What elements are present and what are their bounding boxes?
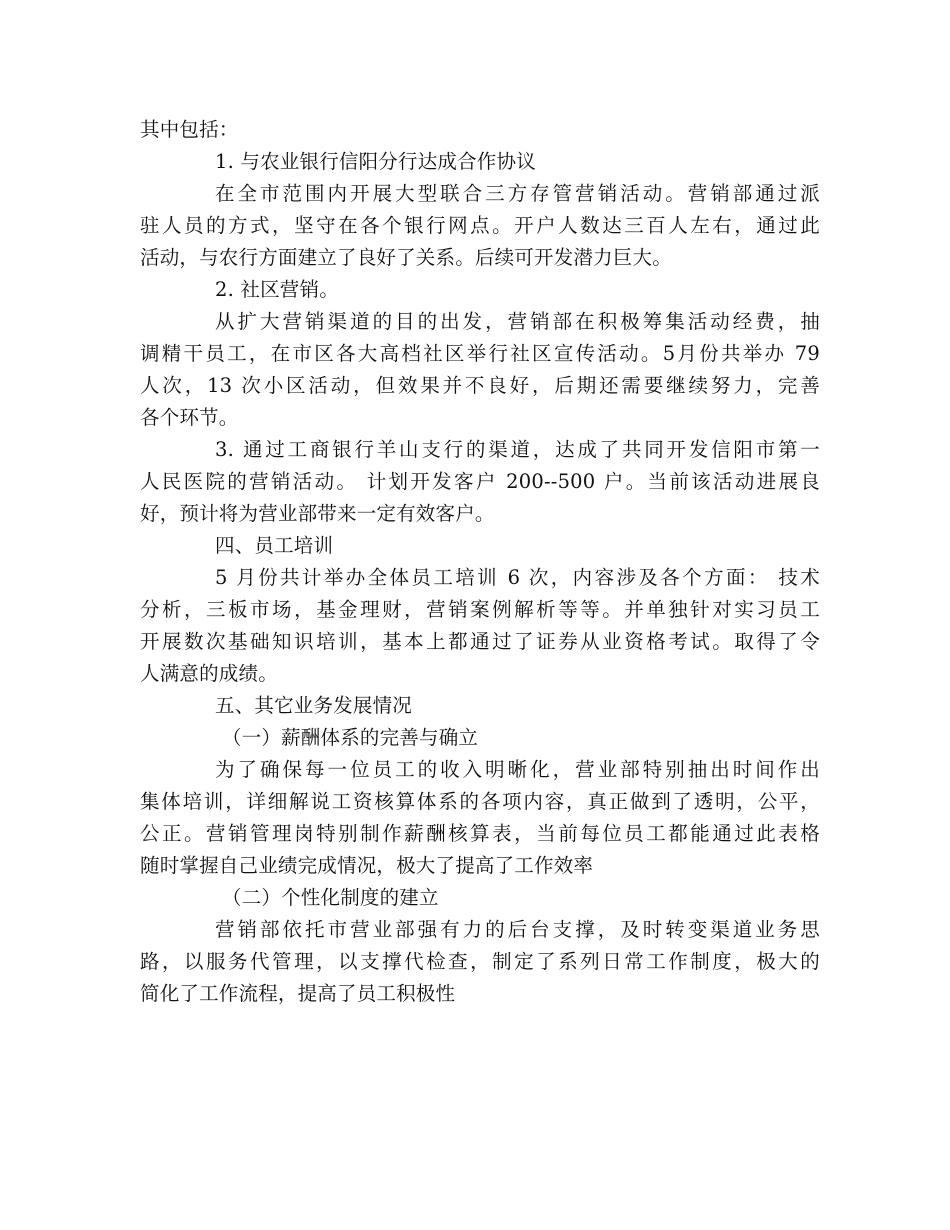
paragraph-line: 好，预计将为营业部带来一定有效客户。 xyxy=(140,502,495,525)
section-5-heading: 五、其它业务发展情况 xyxy=(215,694,413,717)
subsection-2-heading: （二）个性化制度的建立 xyxy=(222,886,439,909)
paragraph-line: 分析，三板市场，基金理财，营销案例解析等等。并单独针对实习员工 xyxy=(140,598,820,621)
paragraph-line: 各个环节。 xyxy=(140,406,239,429)
paragraph-line: 从扩大营销渠道的目的出发，营销部在积极筹集活动经费，抽 xyxy=(215,310,820,333)
paragraph-line: 5 月份共计举办全体员工培训 6 次，内容涉及各个方面： 技术 xyxy=(215,566,820,589)
paragraph-line: 简化了工作流程，提高了员工积极性 xyxy=(140,982,456,1005)
paragraph-line: 开展数次基础知识培训，基本上都通过了证券从业资格考试。取得了令 xyxy=(140,630,820,653)
paragraph-line: 人民医院的营销活动。 计划开发客户 200--500 户。当前该活动进展良 xyxy=(140,470,820,493)
paragraph-line: 人满意的成绩。 xyxy=(140,662,278,685)
paragraph-line: 集体培训，详细解说工资核算体系的各项内容，真正做到了透明，公平， xyxy=(140,790,820,813)
paragraph-line: 公正。营销管理岗特别制作薪酬核算表，当前每位员工都能通过此表格 xyxy=(140,822,820,845)
paragraph-line: 驻人员的方式，坚守在各个银行网点。开户人数达三百人左右，通过此 xyxy=(140,214,820,237)
paragraph-line: 活动，与农行方面建立了良好了关系。后续可开发潜力巨大。 xyxy=(140,246,672,269)
paragraph-line: 营销部依托市营业部强有力的后台支撑，及时转变渠道业务思 xyxy=(215,918,820,941)
item-2-heading: 2. 社区营销。 xyxy=(215,278,339,301)
subsection-1-heading: （一）薪酬体系的完善与确立 xyxy=(222,726,479,749)
paragraph-line: 调精干员工，在市区各大高档社区举行社区宣传活动。5月份共举办 79 xyxy=(140,342,820,365)
paragraph-line: 路，以服务代管理，以支撑代检查，制定了系列日常工作制度，极大的 xyxy=(140,950,820,973)
item-3-heading: 3. 通过工商银行羊山支行的渠道，达成了共同开发信阳市第一 xyxy=(215,438,820,461)
document-body xyxy=(140,114,820,1010)
paragraph-line: 在全市范围内开展大型联合三方存管营销活动。营销部通过派 xyxy=(215,182,820,205)
intro-line: 其中包括： xyxy=(140,118,239,141)
paragraph-line: 为了确保每一位员工的收入明晰化，营业部特别抽出时间作出 xyxy=(215,758,820,781)
paragraph-line: 随时掌握自己业绩完成情况，极大了提高了工作效率 xyxy=(140,854,594,877)
item-1-heading: 1. 与农业银行信阳分行达成合作协议 xyxy=(215,150,536,173)
paragraph-line: 人次，13 次小区活动，但效果并不良好，后期还需要继续努力，完善 xyxy=(140,374,820,397)
section-4-heading: 四、员工培训 xyxy=(215,534,334,557)
